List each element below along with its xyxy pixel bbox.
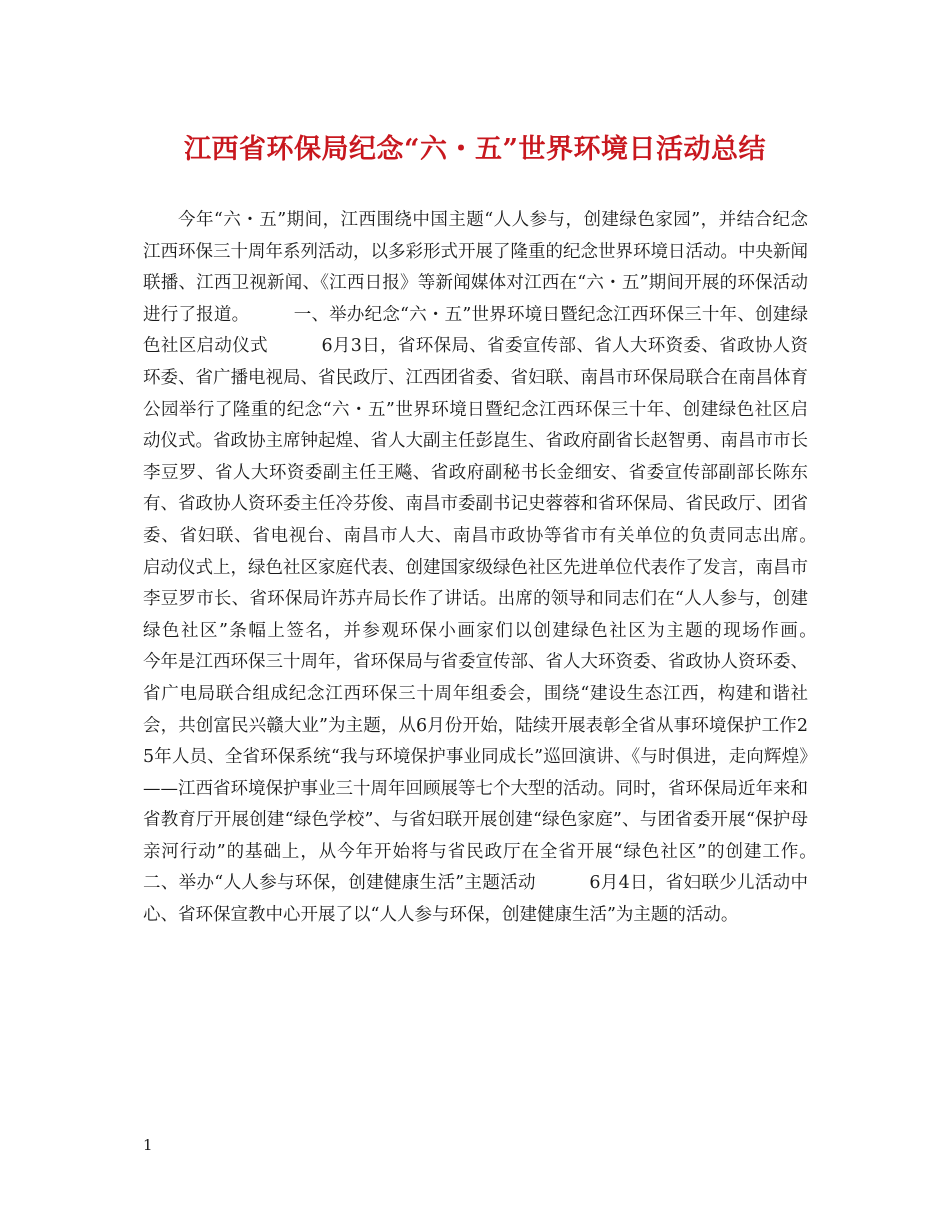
page-number: 1 — [143, 1136, 153, 1154]
document-title: 江西省环保局纪念“六・五”世界环境日活动总结 — [183, 134, 767, 165]
document-body: 今年“六・五”期间，江西围绕中国主题“人人参与，创建绿色家园”，并结合纪念江西环保三十周年系列活动，以多彩形式开展了隆重的纪念世界环境日活动。中央新闻联播、江西卫视新闻、《江西日报》等新闻媒体对江西在“六・五”期间开展的环保活动进行了报道。 一、举办纪念“六・五”世界环境日暨纪念江西环保三十年、创建绿色社区启动仪式 6月3日，省环保局、省委宣传部、省人大环资委、省政协人资环委、省广播电视局、省民政厅、江西团省委、省妇联、南昌市环保局联合在南昌体育公园举行了隆重的纪念“六・五”世界环境日暨纪念江西环保三十年、创建绿色社区启动仪式。省政协主席钟起煌、省人大副主任彭崑生、省政府副省长赵智勇、南昌市市长李豆罗、省人大环资委副主任王飚、省政府副秘书长金细安、省委宣传部副部长陈东有、省政协人资环委主任冷芬俊、南昌市委副书记史蓉蓉和省环保局、省民政厅、团省委、省妇联、省电视台、南昌市人大、南昌市政协等省市有关单位的负责同志出席。 启动仪式上，绿色社区家庭代表、创建国家级绿色社区先进单位代表作了发言，南昌市李豆罗市长、省环保局许苏卉局长作了讲话。出席的领导和同志们在“人人参与，创建绿色社区”条幅上签名，并参观环保小画家们以创建绿色社区为主题的现场作画。 今年是江西环保三十周年，省环保局与省委宣传部、省人大环资委、省政协人资环委、省广电局联合组成纪念江西环保三十周年组委会，围绕“建设生态江西，构建和谐社会，共创富民兴赣大业”为主题，从6月份开始，陆续开展表彰全省从事环境保护工作25年人员、全省环保系统“我与环境保护事业同成长”巡回演讲、《与时俱进，走向辉煌》——江西省环境保护事业三十周年回顾展等七个大型的活动。同时，省环保局近年来和省教育厅开展创建“绿色学校”、与省妇联开展创建“绿色家庭”、与团省委开展“保护母亲河行动”的基础上，从今年开始将与省民政厅在全省开展“绿色社区”的创建工作。 二、举办“人人参与环保，创建健康生活”主题活动 6月4日，省妇联少儿活动中心、省环保宣教中心开展了以“人人参与环保，创建健康生活”为主题的活动。 — [143, 210, 861, 926]
